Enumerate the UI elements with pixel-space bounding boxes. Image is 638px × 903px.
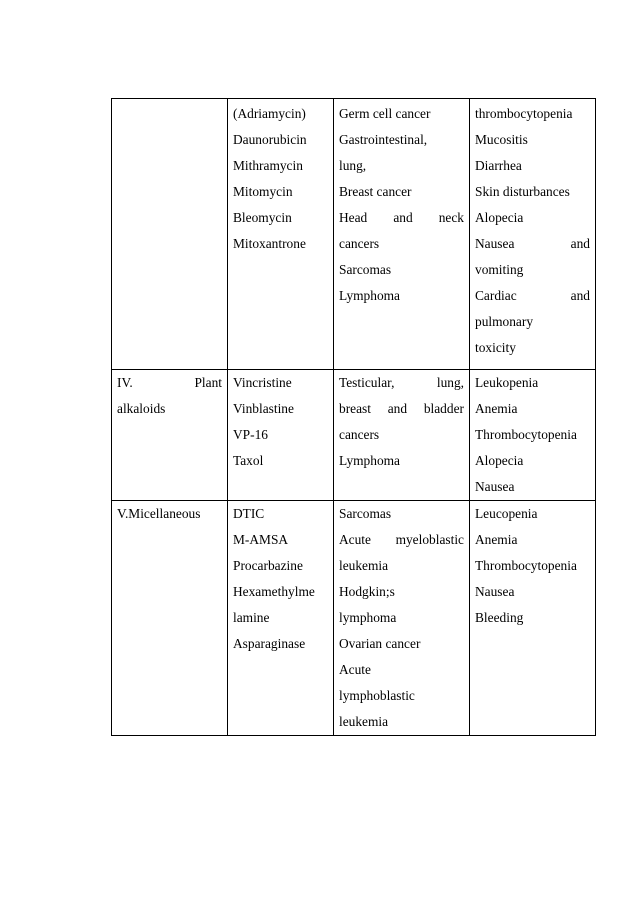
cell-line (117, 370, 222, 396)
drugs-cell (228, 370, 334, 501)
cell-line: Vincristine (233, 375, 292, 390)
cell-line: Vinblastine (233, 401, 294, 416)
cell-line: Thrombocytopenia (475, 558, 577, 573)
indications-cell (334, 370, 470, 501)
cell-line: Mithramycin (233, 158, 303, 173)
cell-word: breast (339, 401, 371, 416)
cell-line: Taxol (233, 453, 264, 468)
cell-word: and (393, 210, 413, 225)
cell-line: Hexamethylme (233, 584, 315, 599)
cell-line: Sarcomas (339, 262, 392, 277)
cell-line: Nausea (475, 584, 515, 599)
category-cell (112, 370, 228, 501)
cell-line (339, 205, 464, 231)
cell-line (339, 370, 464, 396)
table-row (112, 99, 596, 370)
cell-line (475, 283, 590, 309)
cell-line: V.Micellaneous (117, 506, 201, 521)
cell-line (339, 396, 464, 422)
cell-line: Gastrointestinal, (339, 132, 428, 147)
cell-line: Mucositis (475, 132, 528, 147)
cell-line: lung, (339, 158, 367, 173)
cell-line: cancers (339, 236, 380, 251)
cell-line: Sarcomas (339, 506, 392, 521)
cell-line: Diarrhea (475, 158, 522, 173)
cell-word: Nausea (475, 236, 515, 251)
cell-word: Plant (194, 375, 222, 390)
cell-line: Nausea (475, 479, 515, 494)
cell-line: cancers (339, 427, 380, 442)
cell-line: Ovarian cancer (339, 636, 421, 651)
category-cell (112, 99, 228, 370)
cell-line: Leucopenia (475, 506, 538, 521)
cell-word: Testicular, (339, 375, 395, 390)
cell-line: Mitomycin (233, 184, 293, 199)
cell-line: Breast cancer (339, 184, 412, 199)
cell-line: Mitoxantrone (233, 236, 306, 251)
category-cell (112, 501, 228, 736)
indications-cell (334, 99, 470, 370)
cell-word: IV. (117, 375, 133, 390)
cell-line: Anemia (475, 401, 518, 416)
cell-line: lymphoblastic (339, 688, 415, 703)
cell-line: Bleomycin (233, 210, 292, 225)
cell-line: leukemia (339, 714, 389, 729)
cell-line: (Adriamycin) (233, 106, 306, 121)
cell-line: VP-16 (233, 427, 268, 442)
toxicities-cell (470, 370, 596, 501)
cell-line: Leukopenia (475, 375, 539, 390)
cell-line: leukemia (339, 558, 389, 573)
cell-line: Germ cell cancer (339, 106, 431, 121)
cell-line: Bleeding (475, 610, 524, 625)
cell-line: thrombocytopenia (475, 106, 573, 121)
cell-word: myeloblastic (395, 532, 464, 547)
cell-line: Lymphoma (339, 288, 400, 303)
cell-line: pulmonary (475, 314, 534, 329)
cell-line: lymphoma (339, 610, 397, 625)
cell-word: Head (339, 210, 368, 225)
drugs-cell (228, 501, 334, 736)
cell-line: Anemia (475, 532, 518, 547)
chemotherapy-table (111, 98, 596, 736)
cell-line: Thrombocytopenia (475, 427, 577, 442)
cell-line: Alopecia (475, 210, 524, 225)
cell-line: Skin disturbances (475, 184, 570, 199)
cell-line: Daunorubicin (233, 132, 307, 147)
cell-line: vomiting (475, 262, 524, 277)
table-row (112, 501, 596, 736)
cell-word: and (570, 236, 590, 251)
cell-word: Cardiac (475, 288, 517, 303)
cell-line: DTIC (233, 506, 265, 521)
cell-line: Asparaginase (233, 636, 306, 651)
table-row (112, 370, 596, 501)
cell-line: lamine (233, 610, 270, 625)
toxicities-cell (470, 501, 596, 736)
cell-line: Lymphoma (339, 453, 400, 468)
cell-line: Acute (339, 662, 371, 677)
cell-word: lung, (436, 375, 464, 390)
cell-line: alkaloids (117, 401, 166, 416)
cell-word: bladder (423, 401, 464, 416)
cell-word: Acute (339, 532, 371, 547)
cell-line: M-AMSA (233, 532, 289, 547)
toxicities-cell (470, 99, 596, 370)
drugs-cell (228, 99, 334, 370)
cell-line: toxicity (475, 340, 516, 355)
cell-line (339, 527, 464, 553)
cell-line (475, 231, 590, 257)
cell-word: and (387, 401, 408, 416)
indications-cell (334, 501, 470, 736)
cell-line: Procarbazine (233, 558, 303, 573)
cell-line: Hodgkin;s (339, 584, 395, 599)
cell-word: neck (438, 210, 464, 225)
cell-word: and (570, 288, 590, 303)
cell-line: Alopecia (475, 453, 524, 468)
